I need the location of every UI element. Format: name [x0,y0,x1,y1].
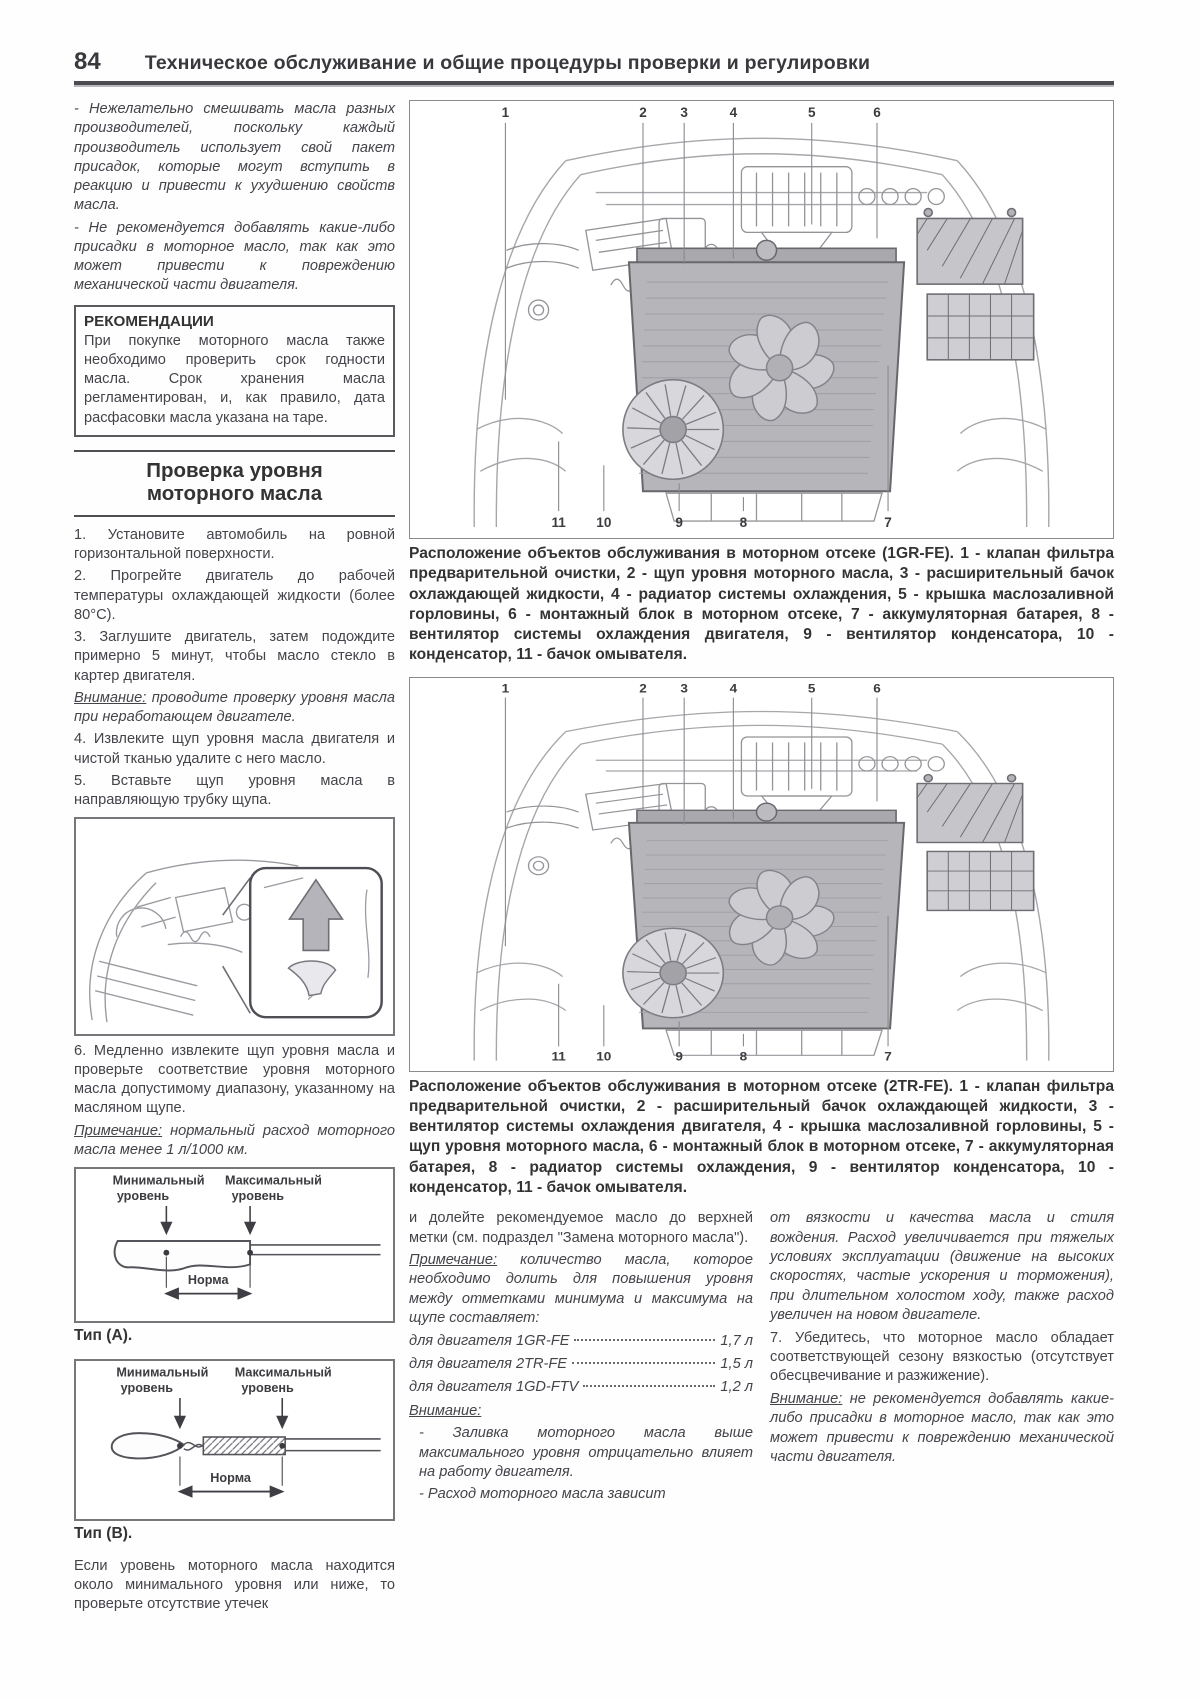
bottom-right-column [770,1209,1114,1508]
step-item: 6. Медленно извлеките щуп уровня масла и проверьте соответствие уровня моторного масла допустимому диапазону, указанному на масляном щупе. [74,1042,395,1117]
warning-item: - Заливка моторного масла выше максимального уровня отрицательно влияет на работу двигателя. [419,1425,753,1481]
norm-label: Норма [187,1273,229,1288]
page-number: 84 [74,48,101,75]
dipstick-type-b-diagram [76,1361,393,1513]
page-header [74,48,1114,76]
dotted-leader [572,1362,715,1364]
section-heading-line2: моторного масла [146,482,323,506]
right-column [409,100,1114,1618]
oil-capacity-row [409,1332,753,1351]
engine-bay-figure-2tr-fe [409,677,1114,1072]
min-level-label: Минимальный [116,1365,209,1380]
norm-label: Норма [210,1470,251,1485]
dipstick-location-figure [74,817,395,1035]
warning-heading [409,1402,753,1421]
oil-capacity-engine: для двигателя 1GR-FE [409,1332,570,1349]
step-item: 4. Извлеките щуп уровня масла двигателя и чистой тканью удалите с него масло. [74,731,395,767]
dotted-leader [574,1339,715,1341]
step-item: 1. Установите автомобиль на ровной горизонтальной поверхности. [74,526,395,563]
oil-capacity-value: 1,2 л [720,1379,753,1396]
warning-label: Внимание: [409,1402,482,1419]
engine-bay-diagram-1gr-fe [410,101,1113,533]
warning-note [74,689,395,728]
page-content [74,100,1114,1618]
note-label: Примечание: [74,1122,163,1139]
step-item: 5. Вставьте щуп уровня масла в направляющую трубку щупа. [74,772,395,809]
dotted-leader [583,1385,715,1387]
warning-note [770,1390,1114,1468]
note-paragraph [74,1122,395,1161]
warning-item: - Расход моторного масла зависит [419,1486,666,1503]
continuation-paragraph: и долейте рекомендуемое масло до верхней метки (см. подраздел "Замена моторного масла"). [409,1210,753,1246]
max-level-label: уровень [231,1189,285,1204]
max-level-label: уровень [241,1381,294,1396]
warning-label: Внимание: [74,689,147,706]
warning-label: Внимание: [770,1390,843,1407]
dipstick-location-illustration [76,819,393,1027]
recommendations-title: РЕКОМЕНДАЦИИ [84,312,214,330]
warning-text: проводите проверку уровня масла при неработающем двигателе. [74,689,395,726]
min-level-label: Минимальный [112,1173,205,1188]
note-label: Примечание: [409,1252,498,1268]
type-a-caption: Тип (А). [74,1327,133,1345]
step-item: 7. Убедитесь, что моторное масло обладает соответствующей сезону вязкостью (отсутствует обесцвечивание и разжижение). [770,1329,1114,1385]
oil-capacity-value: 1,5 л [720,1356,753,1373]
step-item: 3. Заглушите двигатель, затем подождите примерно 5 минут, чтобы масло стекло в картер двигателя. [74,629,395,684]
oil-capacity-engine: для двигателя 2TR-FE [409,1356,568,1373]
section-heading [74,450,395,517]
min-level-label: уровень [116,1189,170,1204]
oil-capacity-value: 1,7 л [720,1332,753,1349]
note-paragraph [409,1251,753,1329]
header-divider [74,81,1114,87]
note-text: нормальный расход моторного масла менее 1 л/1000 км. [74,1122,396,1158]
engine-bay-diagram-2tr-fe [410,678,1113,1066]
recommendations-text: При покупке моторного масла также необходимо проверить срок годности масла. Срок хранения масла регламентирован, и, как правило, дата расфасовки масла указана на таре. [84,332,385,426]
dipstick-type-a-diagram [76,1169,393,1315]
recommendations-box [74,305,395,437]
section-heading-line1: Проверка уровня [146,458,323,482]
dipstick-type-b-figure [74,1359,395,1521]
engine-bay-caption-1gr-fe: Расположение объектов обслуживания в моторном отсеке (1GR-FE). 1 - клапан фильтра предварительной очистки, 2 - щуп уровня моторного масла, 3 - расширительный бачок охлаждающей жидкости, 4 - радиатор системы охлаждения, 5 - крышка маслозаливной горловины, 6 - монтажный блок в моторном отсеке, 7 - аккумуляторная батарея, 8 - вентилятор системы охлаждения двигателя, 9 - вентилятор конденсатора, 10 - конденсатор, 11 - бачок омывателя. [409,545,1114,664]
oil-capacity-row [409,1355,753,1374]
note-text: количество масла, которое необходимо долить для повышения уровня между отметками минимума и максимума на щупе составляет: [409,1252,753,1327]
max-level-label: Максимальный [224,1173,322,1188]
dipstick-type-a-figure [74,1167,395,1323]
engine-bay-figure-1gr-fe [409,100,1114,539]
intro-item: - Не рекомендуется добавлять какие-либо присадки в моторное масло, так как это может привести к повреждению механической части двигателя. [74,219,395,294]
warning-text: не рекомендуется добавлять какие-либо присадки в моторное масло, так как это может привести к повреждению механической части двигателя. [770,1390,1114,1466]
oil-capacity-engine: для двигателя 1GD-FTV [409,1379,579,1396]
oil-capacity-row [409,1378,753,1397]
bottom-left-column [409,1209,753,1508]
engine-bay-caption-2tr-fe: Расположение объектов обслуживания в моторном отсеке (2TR-FE). 1 - клапан фильтра предварительной очистки, 2 - расширительный бачок охлаждающей жидкости, 3 - вентилятор системы охлаждения двигателя, 4 - крышка маслозаливной горловины, 5 - щуп уровня моторного масла, 6 - монтажный блок в моторном отсеке, 7 - аккумуляторная батарея, 8 - радиатор системы охлаждения, 9 - вентилятор конденсатора, 10 - конденсатор, 11 - бачок омывателя. [409,1077,1114,1196]
intro-item: - Нежелательно смешивать масла разных производителей, поскольку каждый производитель использует свой пакет присадок, которые могут вступить в реакцию и привести к ухудшению свойств масла. [74,101,395,214]
type-b-caption: Тип (В). [74,1525,133,1543]
closing-paragraph: Если уровень моторного масла находится около минимального уровня или ниже, то проверьте отсутствие утечек [74,1557,395,1613]
min-level-label: уровень [120,1381,174,1396]
continuation-paragraph: от вязкости и качества масла и стиля вождения. Расход увеличивается при тяжелых условиях эксплуатации (движение на высоких скоростях, частые ускорения и торможения), при длительном холостом ходу, также расход увеличен на новом двигателе. [770,1210,1114,1324]
max-level-label: Максимальный [234,1365,332,1380]
left-column [74,100,395,1618]
page-title: Техническое обслуживание и общие процедуры проверки и регулировки [144,52,871,74]
step-item: 2. Прогрейте двигатель до рабочей температуры охлаждающей жидкости (более 80°С). [74,568,395,623]
bottom-text-columns [409,1209,1114,1508]
